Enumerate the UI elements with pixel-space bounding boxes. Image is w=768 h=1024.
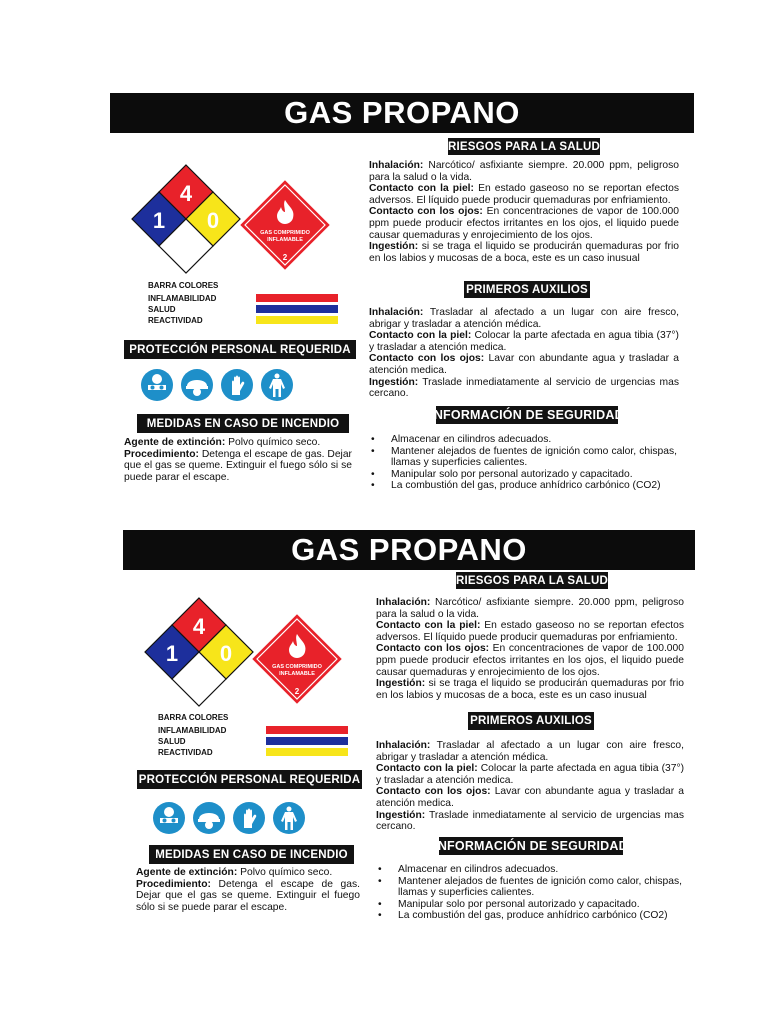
riesgos-value: si se traga el liquido se producirán quemaduras por frio en los labios y mucosas de a boca, este es un caso inusual [369, 241, 679, 264]
nfpa-reactivity-value: 0 [219, 641, 233, 666]
section-header-primeros: PRIMEROS AUXILIOS [468, 712, 594, 730]
sheet-title: GAS PROPANO [123, 530, 695, 570]
legend-label: REACTIVIDAD [148, 316, 203, 325]
primeros-value: Colocar la parte afectada en agua tibia (37°) y trasladar a atención medica. [376, 763, 684, 786]
legend-label: INFLAMABILIDAD [148, 294, 217, 303]
section-header-riesgos: RIESGOS PARA LA SALUD [456, 572, 608, 589]
section-header-informacion: INFORMACIÓN DE SEGURIDAD [430, 408, 624, 422]
medidas-label: Agente de extinción: [136, 867, 238, 878]
legend-bar-health [266, 737, 348, 745]
informacion-item: • La combustión del gas, produce anhídrico carbónico (CO2) [376, 910, 682, 922]
legend-title: BARRA COLORES [158, 713, 229, 722]
coverall-icon [272, 801, 306, 835]
medidas-label: Procedimiento: [136, 878, 211, 890]
section-header-informacion: INFORMACIÓN DE SEGURIDAD [434, 839, 628, 853]
primeros-text [376, 740, 684, 833]
dot-label-line1: GAS COMPRIMIDO [272, 664, 322, 670]
medidas-value: Polvo químico seco. [225, 437, 321, 448]
legend-row [158, 725, 353, 736]
informacion-item: • La combustión del gas, produce anhídrico carbónico (CO2) [369, 480, 677, 492]
primeros-item [376, 786, 684, 809]
section-header-primeros: PRIMEROS AUXILIOS [464, 281, 590, 298]
section-header-medidas: MEDIDAS EN CASO DE INCENDIO [149, 845, 354, 864]
dot-label-class: 2 [294, 687, 300, 696]
medidas-label: Agente de extinción: [124, 437, 226, 448]
dot-label-line2: INFLAMABLE [267, 237, 303, 243]
informacion-item: • Mantener alejados de fuentes de ignición como calor, chispas, llamas y superficies calientes. [369, 446, 677, 469]
riesgos-item [376, 678, 684, 701]
informacion-list [376, 864, 682, 922]
medidas-text [136, 867, 360, 913]
riesgos-item [376, 597, 684, 620]
section-header-proteccion: PROTECCIÓN PERSONAL REQUERIDA [137, 770, 362, 789]
legend-label: SALUD [158, 737, 186, 746]
riesgos-label: Inhalación: [376, 597, 431, 608]
informacion-item: • Manipular solo por personal autorizado y capacitado. [376, 899, 682, 911]
legend-label: SALUD [148, 305, 176, 314]
nfpa-flammability-value: 4 [192, 614, 206, 639]
legend-row [158, 736, 353, 747]
gloves-icon [232, 801, 266, 835]
informacion-item: • Almacenar en cilindros adecuados. [376, 864, 682, 876]
legend-title: BARRA COLORES [148, 281, 219, 290]
primeros-item [376, 740, 684, 763]
section-header-proteccion: PROTECCIÓN PERSONAL REQUERIDA [124, 340, 356, 359]
dot-flammable-gas-label [252, 614, 342, 704]
primeros-value: Lavar con abundante agua y trasladar a atención medica. [376, 786, 685, 809]
sheet-title: GAS PROPANO [110, 93, 694, 133]
helmet-icon [192, 801, 226, 835]
primeros-value: Traslade inmediatamente al servicio de urgencias mas cercano. [369, 376, 679, 400]
medidas-item [136, 867, 360, 879]
medidas-value: Detenga el escape de gas. Dejar que el gas se queme. Extinguir el fuego sólo si se puede parar el escape. [124, 448, 352, 483]
riesgos-value: En concentraciones de vapor de 100.000 ppm puede producir efectos irritantes en los ojos, el liquido puede causar quemaduras y enrojecimiento de los ojos. [369, 206, 679, 241]
primeros-value: Traslade inmediatamente al servicio de urgencias mas cercano. [376, 809, 684, 833]
medidas-value: Detenga el escape de gas. Dejar que el gas se queme. Extinguir el fuego sólo si se puede parar el escape. [136, 878, 360, 913]
nfpa-flammability-value: 4 [179, 181, 193, 206]
primeros-label: Contacto con los ojos: [369, 353, 485, 365]
nfpa-diamond [143, 596, 255, 708]
nfpa-health-value: 1 [165, 641, 179, 666]
primeros-label: Contacto con la piel: [376, 763, 478, 775]
riesgos-item [376, 620, 684, 643]
primeros-label: Inhalación: [376, 740, 431, 751]
legend-label: INFLAMABILIDAD [158, 726, 227, 735]
section-header-medidas: MEDIDAS EN CASO DE INCENDIO [137, 414, 349, 433]
primeros-label: Contacto con los ojos: [376, 786, 491, 798]
dot-label-line2: INFLAMABLE [279, 671, 315, 677]
medidas-value: Polvo químico seco. [237, 867, 333, 878]
riesgos-value: Narcótico/ asfixiante siempre. 20.000 ppm, peligroso para la salud o la vida. [376, 597, 684, 620]
primeros-label: Contacto con la piel: [369, 330, 472, 342]
riesgos-label: Contacto con la piel: [376, 620, 481, 632]
primeros-value: Trasladar al afectado a un lugar con aire fresco, abrigar y trasladar a atención médica. [376, 740, 684, 763]
riesgos-label: Contacto con la piel: [369, 183, 474, 195]
informacion-item: • Manipular solo por personal autorizado y capacitado. [369, 469, 677, 481]
dot-label-class: 2 [282, 253, 288, 262]
riesgos-label: Ingestión: [369, 241, 419, 253]
primeros-label: Ingestión: [369, 376, 419, 388]
riesgos-value: si se traga el liquido se producirán quemaduras por frio en los labios y mucosas de a boca, este es un caso inusual [376, 678, 684, 701]
primeros-value: Trasladar al afectado a un lugar con aire fresco, abrigar y trasladar a atención médica. [369, 307, 679, 330]
riesgos-label: Ingestión: [376, 678, 426, 690]
riesgos-label: Inhalación: [369, 160, 424, 171]
riesgos-label: Contacto con los ojos: [376, 643, 490, 655]
nfpa-reactivity-value: 0 [206, 208, 220, 233]
medidas-item [136, 879, 360, 914]
riesgos-item [376, 643, 684, 678]
primeros-label: Inhalación: [369, 307, 424, 318]
riesgos-text [376, 597, 684, 701]
ppe-icons [152, 801, 306, 835]
riesgos-value: En estado gaseoso no se reportan efectos adversos. El líquido puede producir quemaduras por enfriamiento. [369, 183, 679, 206]
legend-label: REACTIVIDAD [158, 748, 213, 757]
legend-bar-flammability [266, 726, 348, 734]
medidas-label: Procedimiento: [124, 448, 199, 460]
goggles-icon [152, 801, 186, 835]
primeros-value: Colocar la parte afectada en agua tibia (37°) y trasladar a atención medica. [369, 330, 679, 353]
primeros-label: Ingestión: [376, 809, 426, 821]
color-legend [158, 712, 353, 758]
legend-row [158, 747, 353, 758]
primeros-value: Lavar con abundante agua y trasladar a atención medica. [369, 353, 679, 376]
riesgos-value: En estado gaseoso no se reportan efectos adversos. El líquido puede producir quemaduras por enfriamiento. [376, 620, 684, 643]
legend-bar-reactivity [266, 748, 348, 756]
informacion-item: • Mantener alejados de fuentes de ignición como calor, chispas, llamas y superficies calientes. [376, 876, 682, 899]
informacion-item: • Almacenar en cilindros adecuados. [369, 434, 677, 446]
nfpa-health-value: 1 [152, 208, 166, 233]
section-header-riesgos: RIESGOS PARA LA SALUD [448, 138, 600, 155]
riesgos-value: Narcótico/ asfixiante siempre. 20.000 ppm, peligroso para la salud o la vida. [369, 160, 679, 183]
primeros-item [376, 763, 684, 786]
dot-label-line1: GAS COMPRIMIDO [260, 230, 310, 236]
riesgos-value: En concentraciones de vapor de 100.000 ppm puede producir efectos irritantes en los ojos, el liquido puede causar quemaduras y enrojecimiento de los ojos. [376, 643, 684, 678]
primeros-item [376, 810, 684, 833]
riesgos-label: Contacto con los ojos: [369, 206, 483, 218]
